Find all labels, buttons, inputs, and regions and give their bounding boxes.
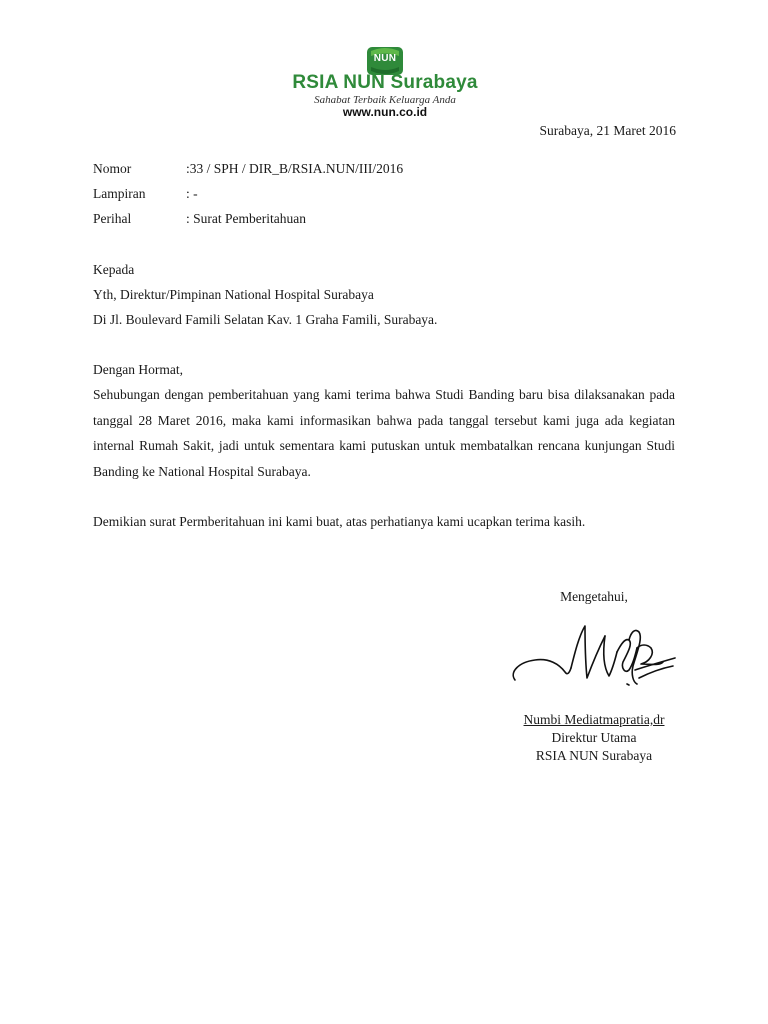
signer-organization: RSIA NUN Surabaya xyxy=(535,748,653,763)
greeting: Dengan Hormat, xyxy=(93,362,183,377)
nun-logo-icon xyxy=(367,47,403,75)
body-paragraph: Sehubungan dengan pemberitahuan yang kami terima bahwa Studi Banding baru bisa dilaksanakan pada tanggal 28 Maret 2016, maka kami informasikan bahwa pada tanggal tersebut kami juga ada kegiatan internal Rumah Sakit, jadi untuk sementara kami putuskan untuk membatalkan rencana kunjungan Studi Banding ke National Hospital Surabaya. xyxy=(93,387,675,479)
meta-label-lampiran: Lampiran xyxy=(93,186,146,201)
logo-badge-text: NUN xyxy=(373,53,397,64)
signer-title: Direktur Utama xyxy=(551,730,637,745)
hospital-name: RSIA NUN Surabaya xyxy=(292,72,478,93)
acknowledged-label: Mengetahui, xyxy=(560,589,628,604)
meta-value-perihal: : Surat Pemberitahuan xyxy=(186,211,306,226)
recipient-name: Yth, Direktur/Pimpinan National Hospital Surabaya xyxy=(93,287,374,302)
letter-date: Surabaya, 21 Maret 2016 xyxy=(539,123,676,138)
recipient-kepada: Kepada xyxy=(93,262,135,277)
meta-value-lampiran: : - xyxy=(186,186,198,201)
hospital-tagline: Sahabat Terbaik Keluarga Anda xyxy=(314,94,456,106)
letterhead xyxy=(252,42,518,122)
meta-label-nomor: Nomor xyxy=(93,161,132,176)
hospital-website: www.nun.co.id xyxy=(342,105,428,119)
signer-name: Numbi Mediatmapratia,dr xyxy=(523,712,665,727)
closing-sentence: Demikian surat Permberitahuan ini kami buat, atas perhatianya kami ucapkan terima kasih. xyxy=(93,514,586,529)
meta-value-nomor: :33 / SPH / DIR_B/RSIA.NUN/III/2016 xyxy=(186,161,404,176)
meta-label-perihal: Perihal xyxy=(93,211,132,226)
recipient-address: Di Jl. Boulevard Famili Selatan Kav. 1 Graha Famili, Surabaya. xyxy=(93,312,438,327)
handwritten-signature xyxy=(505,618,683,696)
